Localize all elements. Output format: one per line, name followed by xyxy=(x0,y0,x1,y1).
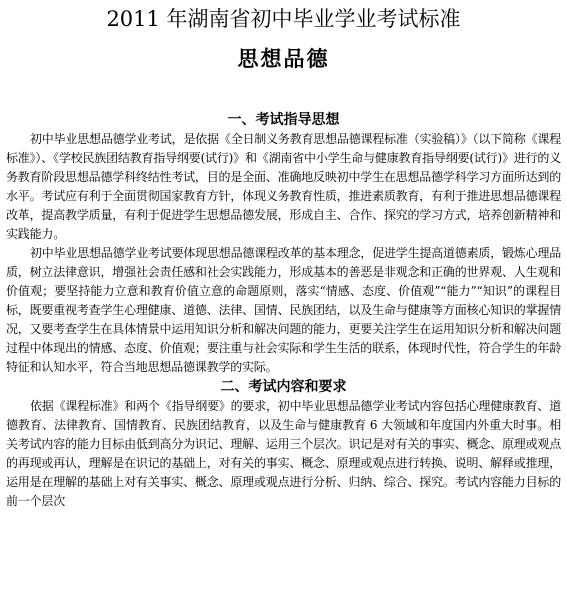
paragraph: 依据《课程标准》和两个《指导纲要》的要求，初中毕业思想品德学业考试内容包括心理健康教育、道德教育、法律教育、国情教育、民族团结教育，以及生命与健康教育 6 大领域和年度国内外重大时事。相关考试内容的能力目标由低到高分为识记、理解、运用三个层次。识记是对有关的事实、概念、原理或观点的再现或再认，理解是在识记的基础上，对有关的事实、概念、原理或观点进行转换、说明、解释或推理，运用是在理解的基础上对有关事实、概念、原理或观点进行分析、归纳、综合、探究。考试内容能力目标的前一个层次 xyxy=(6,399,562,508)
section-heading-guiding-principle: 一、考试指导思想 xyxy=(227,112,340,128)
document-subtitle: 思想品德 xyxy=(237,46,330,71)
paragraph: 初中毕业思想品德学业考试，是依据《全日制义务教育思想品德课程标准（实验稿）》（以下简称《课程标准》）、《学校民族团结教育指导纲要(试行)》和《湖南省中小学生命与健康教育指导纲要(试行)》进行的义务教育阶段思想品德学科终结性考试，目的是全面、准确地反映初中学生在思想品德学科学习方面所达到的水平。考试应有利于全面贯彻国家教育方针，体现义务教育性质，推进素质教育，有利于推进思想品德课程改革，提高教学质量，有利于促进学生思想品德发展，形成自主、合作、探究的学习方式，培养创新精神和实践能力。 xyxy=(6,132,561,241)
section-heading-content-requirements: 二、考试内容和要求 xyxy=(220,379,347,395)
paragraph: 初中毕业思想品德学业考试要体现思想品德课程改革的基本理念，促进学生提高道德素质，锻炼心理品质，树立法律意识，增强社会责任感和社会实践能力，形成基本的善恶是非观念和正确的世界观、人生观和价值观；要坚持能力立意和教育价值立意的命题原则，落实“情感、态度、价值观”“能力”“知识”的课程目标，既要重视考查学生心理健康、道德、法律、国情、民族团结，以及生命与健康等方面核心知识的掌握情况，又要考查学生在具体情景中运用知识分析和解决问题的能力，更要关注学生在运用知识分析和解决问题过程中体现出的情感、态度、价值观；要注重与社会实际和学生生活的联系，体现时代性，符合学生的年龄特征和认知水平，符合当地思想品德课教学的实际。 xyxy=(6,246,562,374)
document-title: 2011 年湖南省初中毕业学业考试标准 xyxy=(106,7,461,31)
